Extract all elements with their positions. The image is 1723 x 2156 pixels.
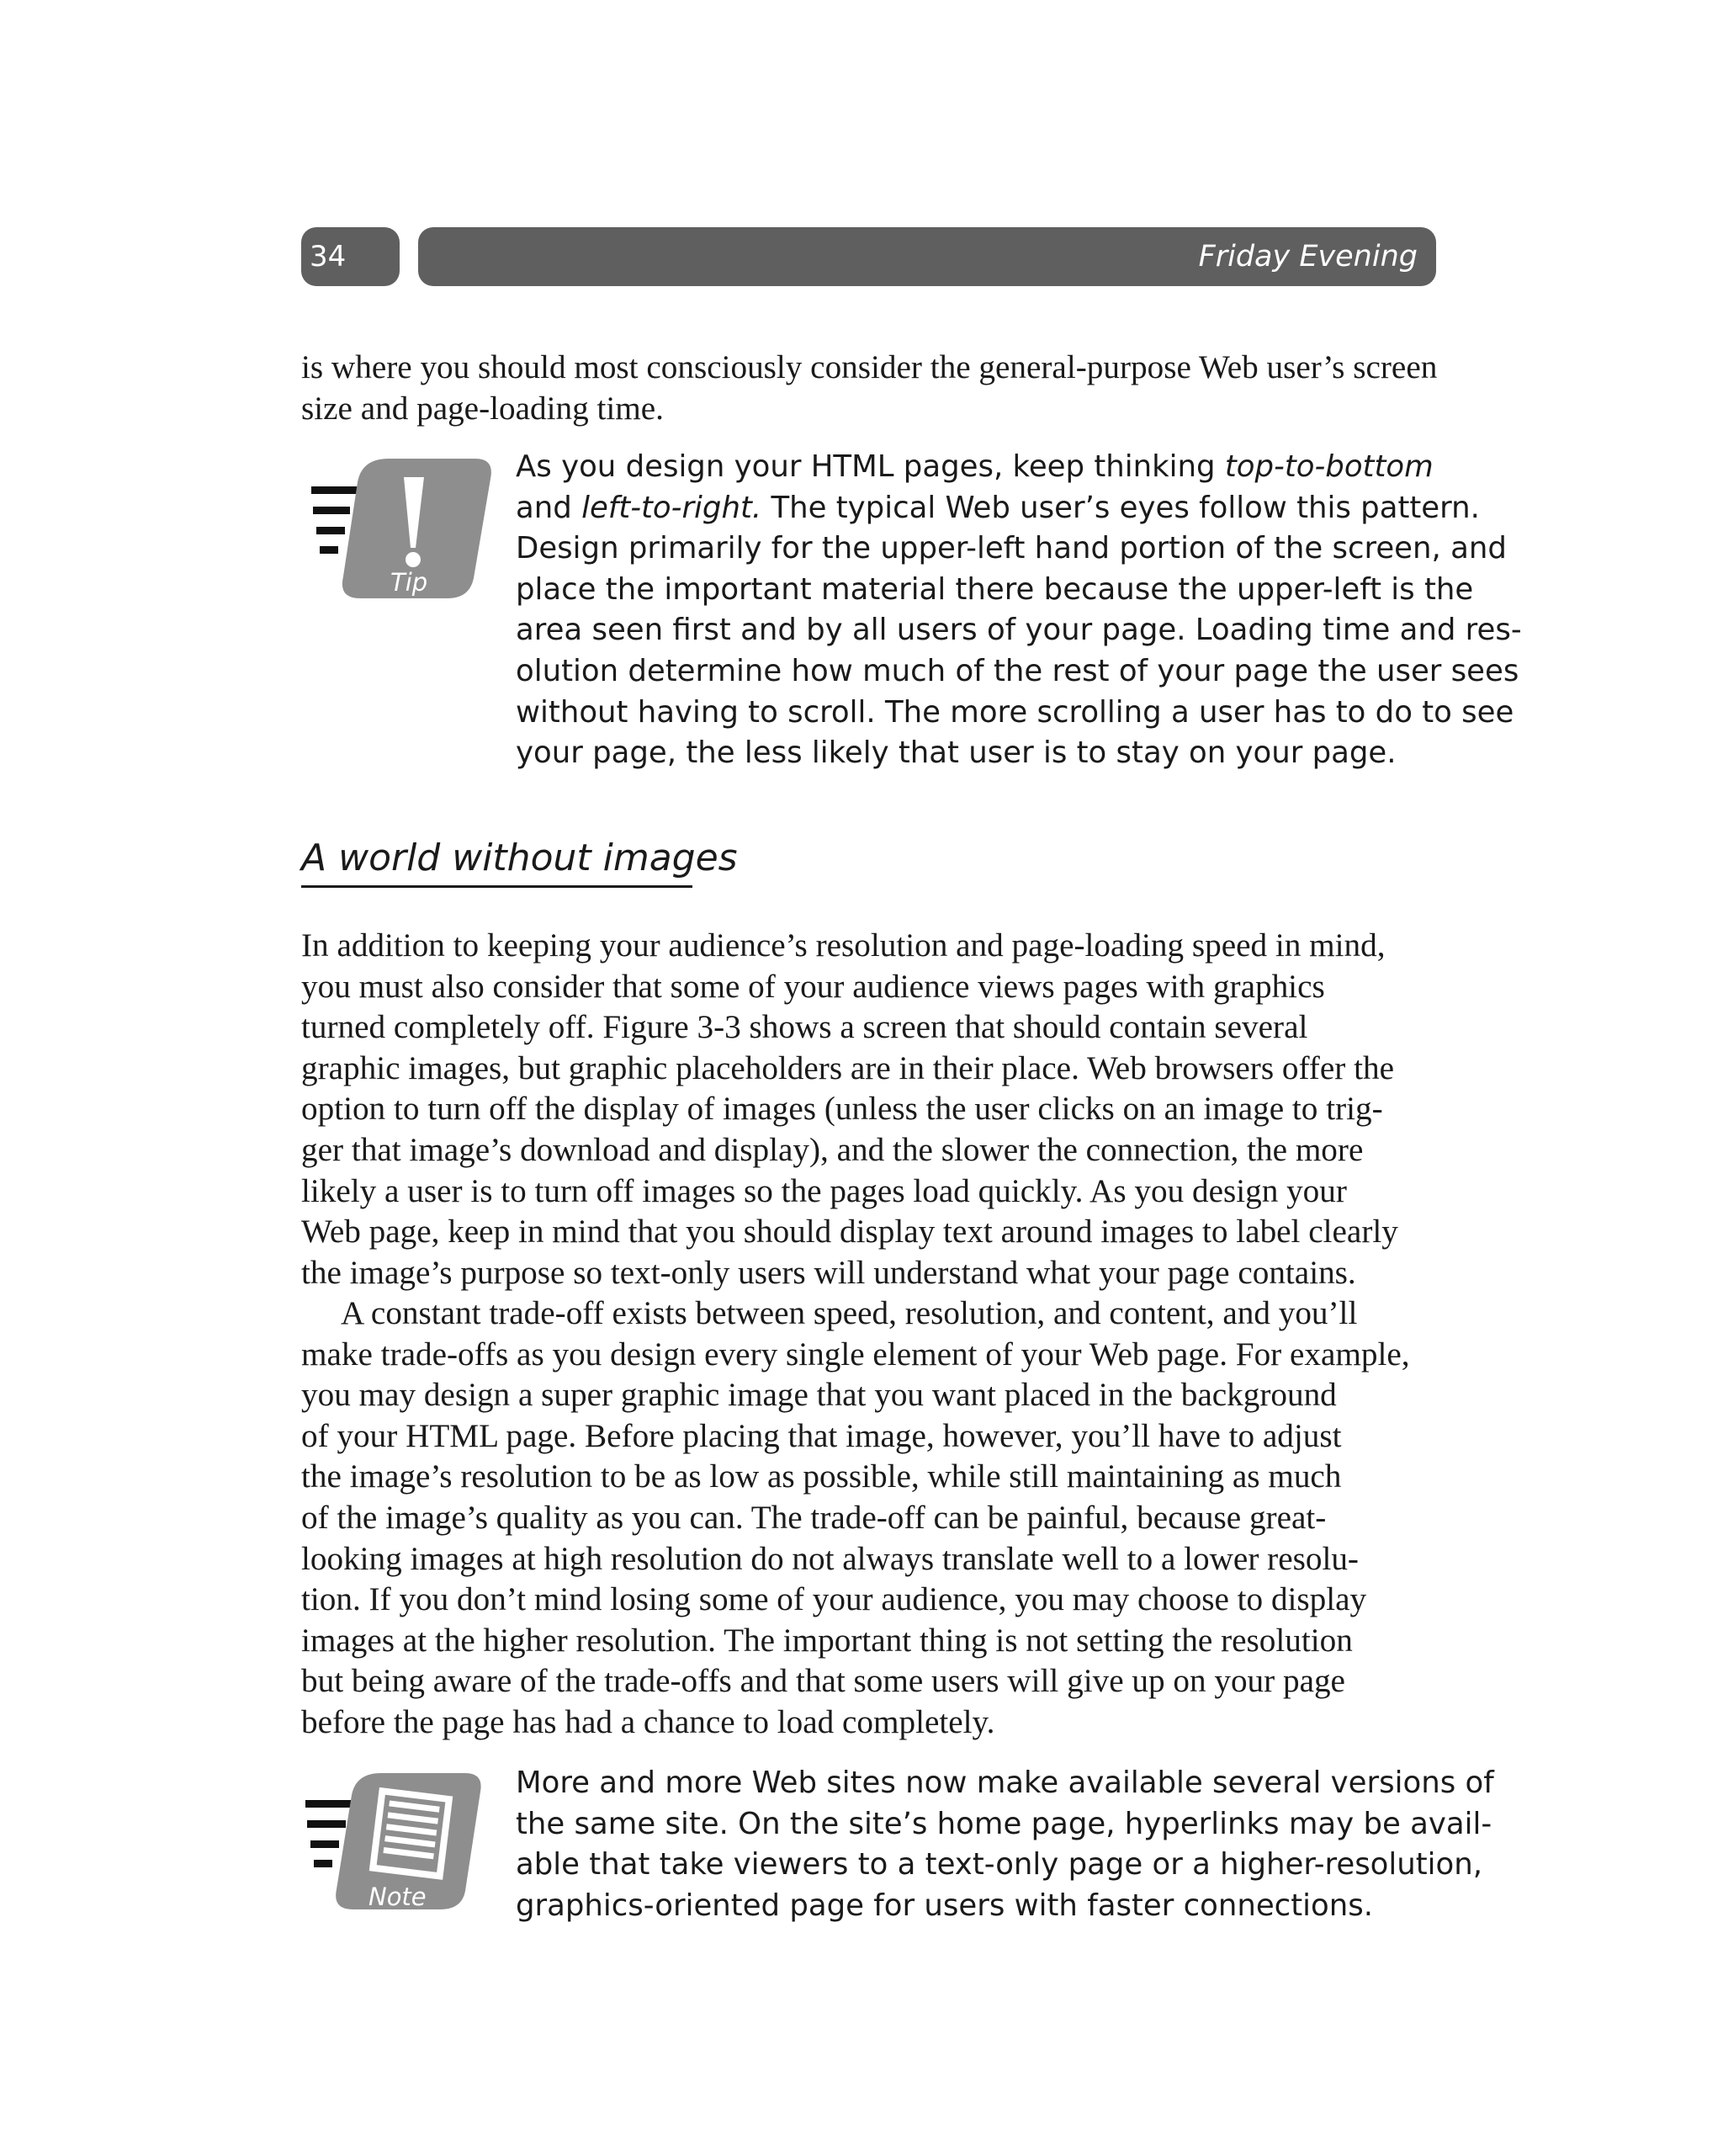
text-line: before the page has had a chance to load completely.: [301, 1703, 995, 1740]
text-line: the image’s purpose so text-only users will understand what your page contains.: [301, 1254, 1356, 1291]
text-line: of the image’s quality as you can. The trade-off can be painful, because great-: [301, 1499, 1327, 1536]
text-line: option to turn off the display of images (unless the user clicks on an image to trig-: [301, 1091, 1383, 1128]
section-heading-underline: [301, 885, 692, 888]
tip-line: place the important material there because the upper-left is the: [516, 571, 1474, 607]
body-paragraph-2: [301, 1293, 1439, 1744]
tip-line: without having to scroll. The more scrolling a user has to do to see: [516, 694, 1514, 730]
body-paragraph-1: [301, 926, 1439, 1293]
text-line: looking images at high resolution do not always translate well to a lower resolu-: [301, 1540, 1359, 1577]
tip-icon-label: Tip: [390, 568, 428, 597]
note-line: graphics-oriented page for users with faster connections.: [516, 1888, 1373, 1923]
tip-line-text: and: [516, 490, 582, 525]
text-line: is where you should most consciously consider the general-purpose Web user’s screen: [301, 349, 1438, 385]
text-line: but being aware of the trade-offs and that some users will give up on your page: [301, 1663, 1345, 1700]
text-line: make trade-offs as you design every single element of your Web page. For example,: [301, 1336, 1410, 1373]
text-line: In addition to keeping your audience’s resolution and page-loading speed in mind,: [301, 927, 1386, 964]
text-line: ger that image’s download and display), and the slower the connection, the more: [301, 1131, 1364, 1168]
text-line: turned completely off. Figure 3-3 shows a screen that should contain several: [301, 1009, 1308, 1046]
intro-paragraph: [301, 348, 1439, 429]
page-number: 34: [310, 240, 347, 273]
tip-line-text: The typical Web user’s eyes follow this pattern.: [761, 490, 1480, 525]
tip-line: area seen first and by all users of your page. Loading time and res-: [516, 613, 1522, 648]
text-line: you may design a super graphic image that you want placed in the background: [301, 1377, 1337, 1414]
tip-line: Design primarily for the upper-left hand portion of the screen, and: [516, 531, 1507, 566]
tip-line: [516, 488, 1480, 529]
text-line: size and page-loading time.: [301, 390, 664, 427]
tip-icon: [311, 459, 513, 610]
text-line: graphic images, but graphic placeholders are in their place. Web browsers offer the: [301, 1049, 1394, 1086]
note-icon-label: Note: [368, 1883, 427, 1911]
section-heading: A world without images: [301, 836, 738, 879]
running-head-bar: [418, 227, 1436, 286]
tip-line-text: As you design your HTML pages, keep thinking: [516, 449, 1225, 484]
tip-line-emphasis: top-to-bottom: [1224, 449, 1434, 484]
text-line: the image’s resolution to be as low as possible, while still maintaining as much: [301, 1458, 1342, 1495]
text-line: images at the higher resolution. The important thing is not setting the resolution: [301, 1622, 1353, 1659]
text-line: tion. If you don’t mind losing some of your audience, you may choose to display: [301, 1581, 1367, 1618]
tip-line-emphasis: left-to-right.: [581, 490, 762, 525]
tip-line: [516, 447, 1441, 488]
text-line: you must also consider that some of your audience views pages with graphics: [301, 968, 1325, 1005]
text-line: A constant trade-off exists between speed, resolution, and content, and you’ll: [341, 1295, 1358, 1331]
note-text: [516, 1763, 1494, 1926]
tip-line: your page, the less likely that user is to stay on your page.: [516, 735, 1397, 771]
text-line: Web page, keep in mind that you should display text around images to label clearly: [301, 1213, 1398, 1251]
tip-text: [516, 447, 1522, 774]
tip-line: olution determine how much of the rest of your page the user sees: [516, 653, 1519, 688]
note-icon: [305, 1770, 507, 1921]
text-line: of your HTML page. Before placing that image, however, you’ll have to adjust: [301, 1417, 1342, 1454]
note-line: More and more Web sites now make available several versions of: [516, 1766, 1494, 1800]
note-line: able that take viewers to a text-only page or a higher-resolution,: [516, 1847, 1483, 1883]
running-title: Friday Evening: [1198, 240, 1418, 273]
note-line: the same site. On the site’s home page, hyperlinks may be avail-: [516, 1806, 1492, 1841]
text-line: likely a user is to turn off images so the pages load quickly. As you design your: [301, 1172, 1347, 1209]
page-number-tab: [301, 227, 400, 286]
